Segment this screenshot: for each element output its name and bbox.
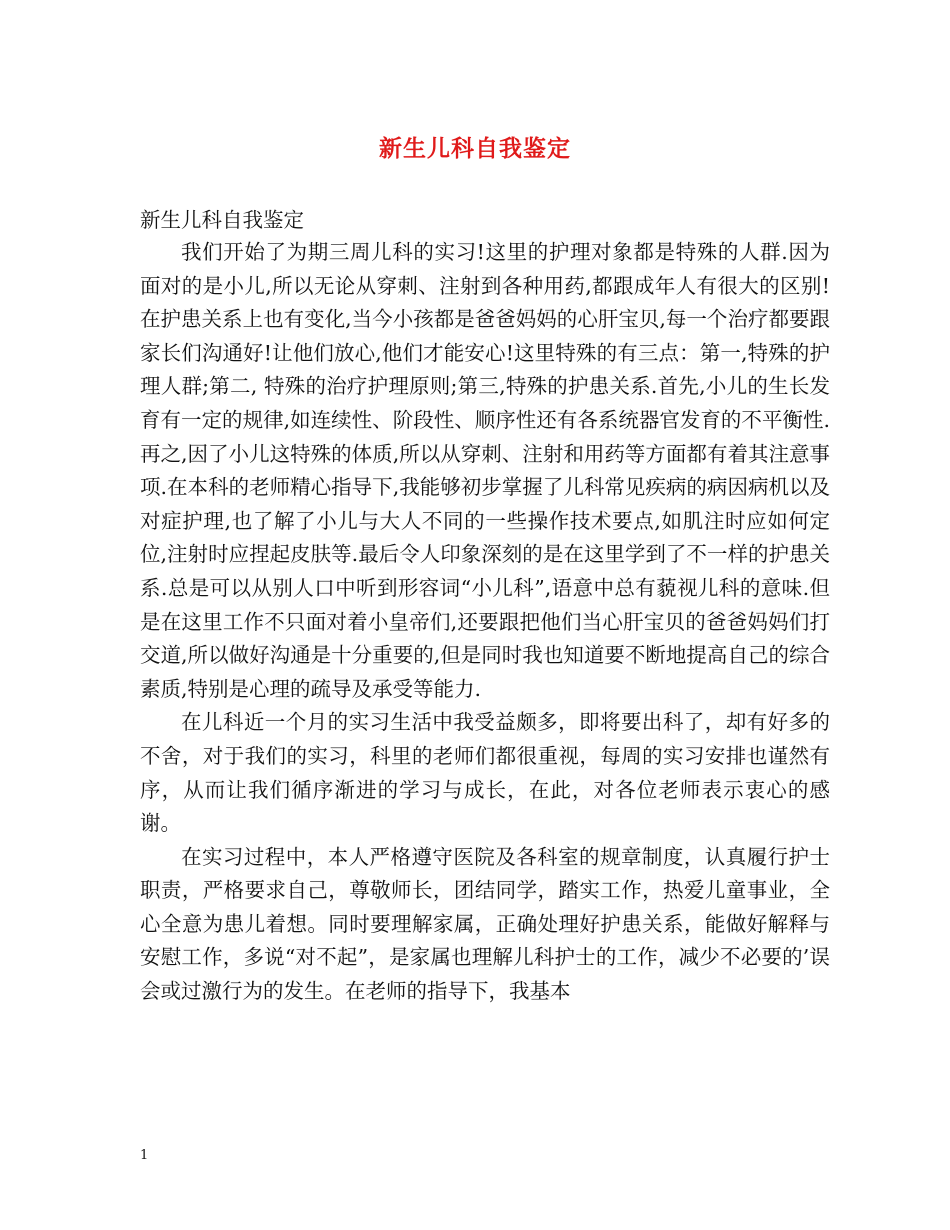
- document-subtitle: 新生儿科自我鉴定: [140, 208, 304, 232]
- paragraph-3: 在实习过程中，本人严格遵守医院及各科室的规章制度，认真履行护士职责，严格要求自己，尊敬师长，团结同学，踏实工作，热爱儿童事业，全心全意为患儿着想。同时要理解家属，正确处理好护患关系，能做好解释与安慰工作，多说“对不起”，是家属也理解儿科护士的工作，减少不必要的’误会或过激行为的发生。在老师的指导下，我基本: [140, 844, 830, 1004]
- page-number: 1: [140, 1148, 149, 1163]
- document-title: 新生儿科自我鉴定: [379, 135, 571, 162]
- paragraph-1: 我们开始了为期三周儿科的实习!这里的护理对象都是特殊的人群.因为面对的是小儿,所以无论从穿刺、注射到各种用药,都跟成年人有很大的区别!在护患关系上也有变化,当今小孩都是爸爸妈妈的心肝宝贝,每一个治疗都要跟家长们沟通好!让他们放心,他们才能安心!这里特殊的有三点：第一,特殊的护理人群;第二, 特殊的治疗护理原则;第三,特殊的护患关系.首先,小儿的生长发育有一定的规律,如连续性、阶段性、顺序性还有各系统器官发育的不平衡性. 再之,因了小儿这特殊的体质,所以从穿刺、注射和用药等方面都有着其注意事项.在本科的老师精心指导下,我能够初步掌握了儿科常见疾病的病因病机以及对症护理,也了解了小儿与大人不同的一些操作技术要点,如肌注时应如何定位,注射时应捏起皮肤等.最后令人印象深刻的是在这里学到了不一样的护患关系.总是可以从别人口中听到形容词“小儿科”,语意中总有藐视儿科的意味.但是在这里工作不只面对着小皇帝们,还要跟把他们当心肝宝贝的爸爸妈妈们打交道,所以做好沟通是十分重要的,但是同时我也知道要不断地提高自己的综合素质,特别是心理的疏导及承受等能力.: [140, 240, 851, 701]
- paragraph-2: 在儿科近一个月的实习生活中我受益颇多，即将要出科了，却有好多的不舍，对于我们的实习，科里的老师们都很重视，每周的实习安排也谨然有序，从而让我们循序渐进的学习与成长，在此，对各位老师表示衷心的感谢。: [140, 710, 830, 836]
- document-body: [140, 236, 851, 1009]
